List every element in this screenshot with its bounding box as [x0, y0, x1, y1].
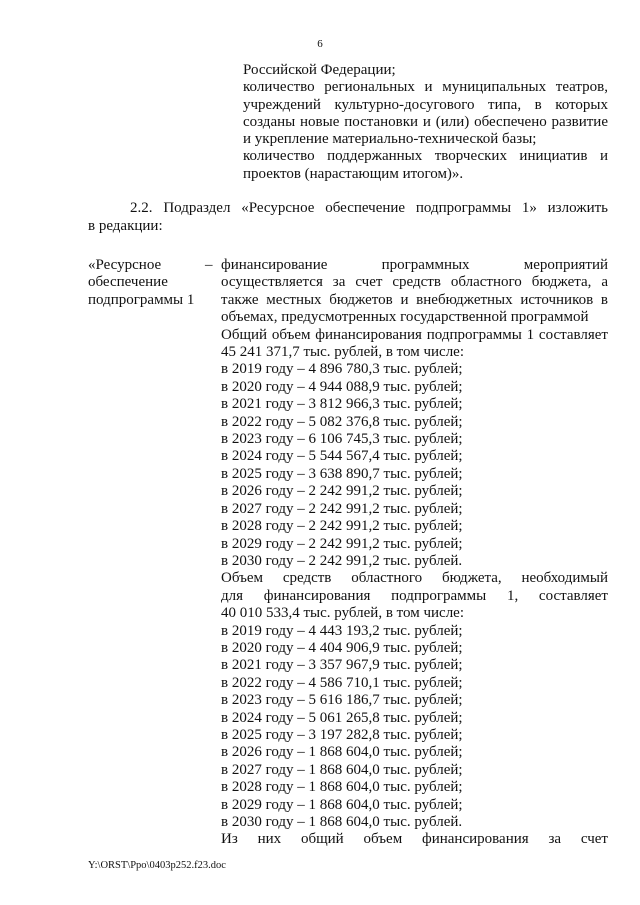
list-item: в 2025 году – 3 638 890,7 тыс. рублей; [221, 465, 463, 482]
intro-paragraph: финансирование программных мероприятий осуществляется за счет средств областного бюджета, а также местных бюджетов и внебюджетных источников в объемах, предусмотренных государственной программой [221, 257, 608, 326]
list-item: в 2023 году – 6 106 745,3 тыс. рублей; [221, 431, 463, 448]
table-content [221, 257, 608, 849]
list-item: в 2030 году – 2 242 991,2 тыс. рублей. [221, 552, 463, 569]
total-years-list [221, 361, 608, 570]
regional-years-list [221, 623, 608, 832]
list-item: в 2027 году – 1 868 604,0 тыс. рублей; [221, 761, 463, 778]
section-line-1: 2.2. Подраздел «Ресурсное обеспечение подпрограммы 1» изложить [130, 200, 608, 216]
list-item: в 2024 году – 5 544 567,4 тыс. рублей; [221, 448, 463, 465]
list-item: в 2028 году – 1 868 604,0 тыс. рублей; [221, 779, 463, 796]
table-label [88, 257, 194, 309]
section-line-2: в редакции: [88, 217, 163, 234]
regional-line-3: 40 010 533,4 тыс. рублей, в том числе: [221, 605, 465, 622]
top-text-block [243, 62, 608, 183]
list-item: в 2030 году – 1 868 604,0 тыс. рублей. [221, 814, 463, 830]
footer-file-path: Y:\ORST\Ppo\0403p252.f23.doc [88, 860, 226, 871]
label-line-1: «Ресурсное [88, 257, 162, 273]
list-item: в 2020 году – 4 944 088,9 тыс. рублей; [221, 378, 463, 395]
list-item: в 2024 году – 5 061 265,8 тыс. рублей; [221, 709, 463, 726]
last-line: Из них общий объем финансирования за счет [221, 831, 608, 848]
list-item: в 2020 году – 4 404 906,9 тыс. рублей; [221, 639, 463, 656]
list-item: в 2025 году – 3 197 282,8 тыс. рублей; [221, 726, 463, 743]
list-item: в 2027 году – 2 242 991,2 тыс. рублей; [221, 500, 463, 517]
list-item: в 2022 году – 4 586 710,1 тыс. рублей; [221, 674, 463, 691]
top-paragraph-2: количество поддержанных творческих инициатив и проектов (нарастающим итогом)». [243, 148, 608, 182]
label-line-2: обеспечение [88, 274, 168, 291]
list-item: в 2019 году – 4 896 780,3 тыс. рублей; [221, 361, 463, 378]
list-item: в 2026 году – 1 868 604,0 тыс. рублей; [221, 744, 463, 761]
list-item: в 2021 году – 3 357 967,9 тыс. рублей; [221, 657, 463, 674]
list-item: в 2021 году – 3 812 966,3 тыс. рублей; [221, 396, 463, 413]
regional-line-2: для финансирования подпрограммы 1, составляет [221, 587, 608, 604]
list-item: в 2029 году – 2 242 991,2 тыс. рублей; [221, 535, 463, 552]
section-paragraph [88, 200, 608, 235]
regional-line-1: Объем средств областного бюджета, необходимый [221, 570, 608, 587]
list-item: в 2022 году – 5 082 376,8 тыс. рублей; [221, 413, 463, 430]
list-item: в 2028 году – 2 242 991,2 тыс. рублей; [221, 518, 463, 535]
total-line-2: 45 241 371,7 тыс. рублей, в том числе: [221, 344, 465, 361]
total-line-1: Общий объем финансирования подпрограммы 1 составляет [221, 326, 608, 343]
list-item: в 2019 году – 4 443 193,2 тыс. рублей; [221, 622, 463, 639]
top-line-1: Российской Федерации; [243, 62, 396, 78]
label-dash: – [205, 257, 213, 273]
list-item: в 2029 году – 1 868 604,0 тыс. рублей; [221, 796, 463, 813]
list-item: в 2026 году – 2 242 991,2 тыс. рублей; [221, 483, 463, 500]
page-number: 6 [317, 38, 323, 50]
list-item: в 2023 году – 5 616 186,7 тыс. рублей; [221, 692, 463, 709]
label-line-3: подпрограммы 1 [88, 291, 195, 308]
top-paragraph-1: количество региональных и муниципальных театров, учреждений культурно-досугового типа, в которых созданы новые постановки и (или) обеспечено развитие и укрепление материально-технической базы; [243, 79, 608, 148]
